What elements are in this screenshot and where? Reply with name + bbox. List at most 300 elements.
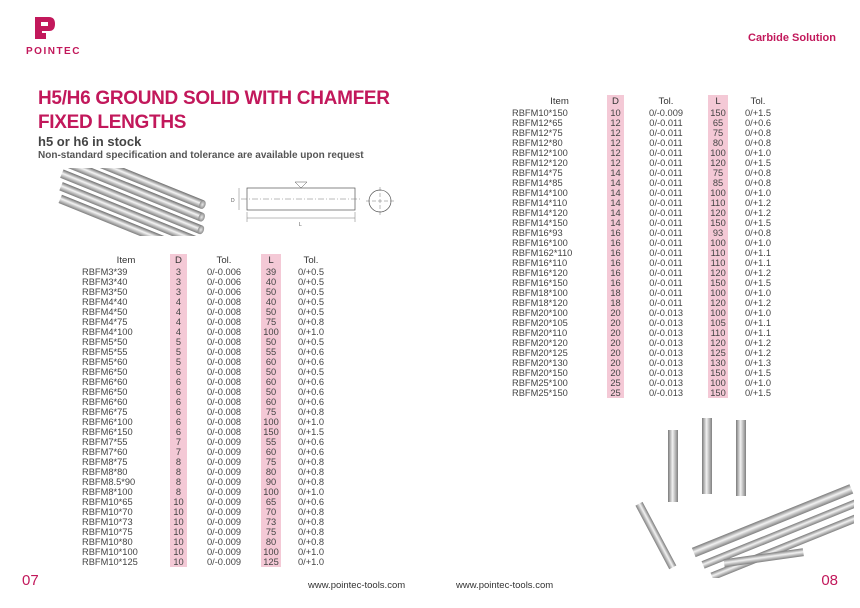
cell-l: 85 — [708, 178, 728, 188]
cell-l: 100 — [261, 547, 281, 557]
cell-tol-l: 0/+1.0 — [744, 308, 772, 318]
cell-l: 100 — [708, 148, 728, 158]
cell-l: 150 — [708, 218, 728, 228]
cell-d: 14 — [607, 168, 624, 178]
cell-item: RBFM18*120 — [512, 298, 568, 308]
cell-l: 75 — [261, 407, 281, 417]
cell-tol-d: 0/-0.009 — [206, 447, 242, 457]
cell-tol-l: 0/+0.8 — [297, 507, 325, 517]
cell-d: 20 — [607, 318, 624, 328]
table-row — [82, 347, 341, 357]
cell-tol-l: 0/+1.2 — [744, 298, 772, 308]
cell-d: 10 — [170, 547, 187, 557]
cell-tol-d: 0/-0.011 — [649, 188, 683, 198]
cell-l: 130 — [708, 358, 728, 368]
cell-tol-d: 0/-0.009 — [206, 517, 242, 527]
cell-l: 65 — [261, 497, 281, 507]
cell-item: RBFM20*110 — [512, 328, 568, 338]
cell-item: RBFM12*120 — [512, 158, 568, 168]
cell-tol-d: 0/-0.013 — [648, 358, 684, 368]
cell-d: 16 — [607, 228, 624, 238]
table-row — [82, 457, 341, 467]
cell-item: RBFM3*50 — [82, 287, 128, 297]
cell-l: 80 — [261, 467, 281, 477]
cell-tol-d: 0/-0.009 — [206, 497, 242, 507]
cell-tol-d: 0/-0.006 — [206, 277, 242, 287]
cell-l: 100 — [708, 238, 728, 248]
table-row — [82, 527, 341, 537]
cell-tol-l: 0/+1.0 — [744, 238, 772, 248]
cell-item: RBFM10*125 — [82, 557, 138, 567]
header-l: L — [261, 254, 281, 267]
cell-d: 10 — [170, 517, 187, 527]
cell-d: 3 — [170, 287, 187, 297]
header-l: L — [708, 95, 728, 108]
cell-l: 150 — [261, 427, 281, 437]
cell-d: 4 — [170, 297, 187, 307]
cell-d: 16 — [607, 248, 624, 258]
cell-tol-d: 0/-0.011 — [649, 278, 683, 288]
cell-l: 75 — [261, 457, 281, 467]
cell-item: RBFM10*70 — [82, 507, 133, 517]
cell-l: 120 — [708, 158, 728, 168]
cell-d: 20 — [607, 368, 624, 378]
table-header-row — [512, 95, 788, 108]
cell-d: 6 — [170, 417, 187, 427]
carbide-rods-image — [38, 168, 216, 236]
cell-tol-d: 0/-0.009 — [206, 467, 242, 477]
cell-l: 75 — [708, 128, 728, 138]
cell-tol-l: 0/+0.5 — [297, 297, 325, 307]
cell-item: RBFM14*110 — [512, 198, 568, 208]
cell-tol-l: 0/+0.5 — [297, 307, 325, 317]
cell-d: 5 — [170, 347, 187, 357]
cell-tol-d: 0/-0.011 — [649, 208, 683, 218]
header-item: Item — [116, 255, 136, 266]
header-tol-l: Tol. — [750, 96, 766, 107]
cell-tol-d: 0/-0.008 — [206, 357, 242, 367]
cell-tol-d: 0/-0.009 — [206, 527, 242, 537]
cell-l: 100 — [261, 487, 281, 497]
cell-d: 12 — [607, 128, 624, 138]
cell-tol-d: 0/-0.008 — [206, 297, 242, 307]
cell-item: RBFM14*120 — [512, 208, 568, 218]
cell-tol-d: 0/-0.011 — [649, 298, 683, 308]
cell-tol-l: 0/+0.6 — [297, 347, 325, 357]
cell-l: 93 — [708, 228, 728, 238]
cell-item: RBFM6*75 — [82, 407, 128, 417]
table-row — [512, 168, 788, 178]
table-row — [512, 148, 788, 158]
cell-item: RBFM10*65 — [82, 497, 133, 507]
cell-item: RBFM12*65 — [512, 118, 563, 128]
page-title-line2: FIXED LENGTHS — [38, 112, 187, 133]
cell-tol-l: 0/+0.8 — [297, 467, 325, 477]
cell-tol-d: 0/-0.013 — [648, 388, 684, 398]
table-row — [512, 328, 788, 338]
cell-tol-l: 0/+1.0 — [744, 188, 772, 198]
cell-tol-l: 0/+0.8 — [744, 128, 772, 138]
header-d: D — [607, 95, 624, 108]
cell-d: 6 — [170, 367, 187, 377]
cell-d: 20 — [607, 348, 624, 358]
cell-tol-l: 0/+0.8 — [297, 477, 325, 487]
cell-tol-d: 0/-0.008 — [206, 427, 242, 437]
cell-tol-d: 0/-0.009 — [206, 477, 242, 487]
table-row — [512, 218, 788, 228]
cell-l: 110 — [708, 198, 728, 208]
rod-technical-drawing — [225, 172, 405, 230]
cell-l: 110 — [708, 328, 728, 338]
cell-l: 150 — [708, 368, 728, 378]
cell-item: RBFM10*75 — [82, 527, 133, 537]
cell-tol-l: 0/+1.1 — [744, 258, 772, 268]
cell-tol-d: 0/-0.009 — [206, 547, 242, 557]
cell-tol-l: 0/+1.1 — [744, 248, 772, 258]
cell-l: 50 — [261, 337, 281, 347]
cell-tol-d: 0/-0.009 — [206, 537, 242, 547]
cell-tol-l: 0/+1.0 — [744, 148, 772, 158]
cell-d: 10 — [170, 537, 187, 547]
cell-tol-l: 0/+0.8 — [744, 168, 772, 178]
cell-item: RBFM12*100 — [512, 148, 568, 158]
cell-item: RBFM25*150 — [512, 388, 568, 398]
table-row — [82, 297, 341, 307]
cell-item: RBFM162*110 — [512, 248, 573, 258]
cell-l: 70 — [261, 507, 281, 517]
cell-tol-d: 0/-0.006 — [206, 267, 242, 277]
cell-l: 50 — [261, 367, 281, 377]
cell-d: 10 — [607, 108, 624, 118]
cell-l: 150 — [708, 388, 728, 398]
cell-item: RBFM10*100 — [82, 547, 138, 557]
cell-item: RBFM16*100 — [512, 238, 568, 248]
cell-l: 60 — [261, 357, 281, 367]
cell-tol-l: 0/+0.6 — [297, 387, 325, 397]
website-link-right[interactable]: www.pointec-tools.com — [456, 580, 554, 591]
cell-l: 100 — [708, 308, 728, 318]
cell-item: RBFM16*110 — [512, 258, 568, 268]
cell-item: RBFM8*75 — [82, 457, 128, 467]
cell-d: 10 — [170, 497, 187, 507]
cell-l: 73 — [261, 517, 281, 527]
cell-d: 8 — [170, 477, 187, 487]
cell-tol-d: 0/-0.013 — [648, 318, 684, 328]
cell-d: 8 — [170, 467, 187, 477]
cell-d: 7 — [170, 447, 187, 457]
table-row — [82, 387, 341, 397]
pointec-logo-icon — [33, 15, 57, 41]
page-note: Non-standard specification and tolerance are available upon request — [38, 150, 364, 161]
cell-item: RBFM5*55 — [82, 347, 128, 357]
cell-item: RBFM10*150 — [512, 108, 568, 118]
cell-item: RBFM12*80 — [512, 138, 563, 148]
cell-tol-l: 0/+1.0 — [744, 378, 772, 388]
header-tol-d: Tol. — [216, 255, 232, 266]
table-row — [512, 108, 788, 118]
table-row — [82, 507, 341, 517]
cell-d: 18 — [607, 288, 624, 298]
cell-l: 60 — [261, 377, 281, 387]
cell-d: 25 — [607, 378, 624, 388]
spec-table-right — [512, 95, 788, 398]
header-d: D — [170, 254, 187, 267]
table-row — [82, 267, 341, 277]
cell-tol-l: 0/+1.2 — [744, 198, 772, 208]
carbide-rods-assortment-image — [632, 412, 854, 578]
cell-item: RBFM6*50 — [82, 367, 128, 377]
cell-tol-d: 0/-0.008 — [206, 397, 242, 407]
cell-tol-d: 0/-0.013 — [648, 368, 684, 378]
table-row — [512, 228, 788, 238]
cell-tol-l: 0/+1.0 — [297, 417, 325, 427]
cell-d: 20 — [607, 358, 624, 368]
table-row — [512, 278, 788, 288]
table-row — [512, 248, 788, 258]
cell-d: 8 — [170, 487, 187, 497]
cell-tol-l: 0/+0.5 — [297, 287, 325, 297]
page-number-right: 08 — [821, 572, 838, 589]
cell-tol-d: 0/-0.011 — [649, 248, 683, 258]
cell-tol-l: 0/+1.0 — [297, 487, 325, 497]
cell-l: 125 — [708, 348, 728, 358]
cell-tol-d: 0/-0.008 — [206, 387, 242, 397]
cell-item: RBFM20*105 — [512, 318, 568, 328]
cell-tol-l: 0/+1.0 — [744, 288, 772, 298]
table-row — [512, 338, 788, 348]
cell-d: 16 — [607, 238, 624, 248]
cell-tol-d: 0/-0.011 — [649, 148, 683, 158]
cell-tol-l: 0/+0.8 — [297, 457, 325, 467]
cell-d: 6 — [170, 427, 187, 437]
cell-item: RBFM12*75 — [512, 128, 563, 138]
cell-d: 20 — [607, 338, 624, 348]
table-row — [82, 307, 341, 317]
table-row — [82, 407, 341, 417]
cell-tol-l: 0/+1.1 — [744, 328, 772, 338]
cell-item: RBFM16*150 — [512, 278, 568, 288]
cell-d: 14 — [607, 188, 624, 198]
cell-l: 80 — [708, 138, 728, 148]
header-tol-d: Tol. — [658, 96, 674, 107]
cell-tol-d: 0/-0.011 — [649, 168, 683, 178]
cell-tol-d: 0/-0.008 — [206, 407, 242, 417]
cell-l: 39 — [261, 267, 281, 277]
cell-tol-d: 0/-0.008 — [206, 367, 242, 377]
table-row — [512, 358, 788, 368]
cell-item: RBFM6*60 — [82, 377, 128, 387]
cell-item: RBFM8.5*90 — [82, 477, 136, 487]
cell-tol-d: 0/-0.008 — [206, 347, 242, 357]
table-row — [512, 118, 788, 128]
cell-item: RBFM10*80 — [82, 537, 133, 547]
cell-d: 10 — [170, 507, 187, 517]
cell-tol-d: 0/-0.011 — [649, 138, 683, 148]
cell-item: RBFM14*85 — [512, 178, 563, 188]
cell-d: 4 — [170, 317, 187, 327]
cell-tol-l: 0/+0.6 — [297, 497, 325, 507]
cell-d: 3 — [170, 267, 187, 277]
drawing-label-l: L — [299, 222, 302, 228]
cell-d: 6 — [170, 397, 187, 407]
cell-d: 10 — [170, 527, 187, 537]
table-row — [512, 348, 788, 358]
cell-d: 12 — [607, 138, 624, 148]
cell-l: 100 — [261, 327, 281, 337]
cell-tol-d: 0/-0.008 — [206, 307, 242, 317]
table-row — [82, 277, 341, 287]
cell-tol-d: 0/-0.013 — [648, 378, 684, 388]
cell-l: 150 — [708, 108, 728, 118]
cell-l: 40 — [261, 297, 281, 307]
cell-item: RBFM20*150 — [512, 368, 568, 378]
cell-tol-l: 0/+0.6 — [744, 118, 772, 128]
cell-d: 20 — [607, 328, 624, 338]
table-row — [512, 378, 788, 388]
page-title-line1: H5/H6 GROUND SOLID WITH CHAMFER — [38, 88, 390, 109]
cell-d: 20 — [607, 308, 624, 318]
cell-item: RBFM4*50 — [82, 307, 128, 317]
cell-tol-l: 0/+0.6 — [297, 377, 325, 387]
cell-l: 125 — [261, 557, 281, 567]
website-link-left[interactable]: www.pointec-tools.com — [308, 580, 406, 591]
cell-tol-l: 0/+1.5 — [744, 158, 772, 168]
cell-l: 100 — [708, 188, 728, 198]
table-row — [82, 497, 341, 507]
cell-item: RBFM14*150 — [512, 218, 568, 228]
cell-item: RBFM5*60 — [82, 357, 128, 367]
cell-tol-d: 0/-0.011 — [649, 288, 683, 298]
cell-l: 60 — [261, 447, 281, 457]
cell-item: RBFM4*100 — [82, 327, 133, 337]
cell-tol-l: 0/+1.5 — [744, 108, 772, 118]
cell-tol-d: 0/-0.008 — [206, 377, 242, 387]
drawing-label-d: D — [231, 198, 235, 204]
header-tol-l: Tol. — [303, 255, 319, 266]
table-row — [512, 198, 788, 208]
cell-d: 16 — [607, 278, 624, 288]
table-row — [512, 318, 788, 328]
cell-d: 14 — [607, 218, 624, 228]
cell-d: 6 — [170, 377, 187, 387]
cell-d: 12 — [607, 158, 624, 168]
cell-tol-l: 0/+1.2 — [744, 268, 772, 278]
table-row — [82, 287, 341, 297]
table-row — [512, 298, 788, 308]
cell-d: 14 — [607, 198, 624, 208]
cell-tol-l: 0/+1.5 — [744, 218, 772, 228]
cell-tol-d: 0/-0.011 — [649, 238, 683, 248]
cell-item: RBFM20*130 — [512, 358, 568, 368]
table-row — [512, 288, 788, 298]
cell-tol-d: 0/-0.008 — [206, 337, 242, 347]
cell-d: 4 — [170, 307, 187, 317]
cell-d: 12 — [607, 148, 624, 158]
cell-l: 110 — [708, 248, 728, 258]
table-row — [82, 517, 341, 527]
table-row — [512, 178, 788, 188]
cell-d: 5 — [170, 337, 187, 347]
cell-tol-l: 0/+0.8 — [297, 317, 325, 327]
cell-l: 100 — [708, 378, 728, 388]
cell-tol-d: 0/-0.009 — [206, 437, 242, 447]
cell-item: RBFM4*40 — [82, 297, 128, 307]
cell-tol-l: 0/+1.0 — [297, 557, 325, 567]
table-row — [512, 188, 788, 198]
table-row — [82, 437, 341, 447]
page-number-left: 07 — [22, 572, 39, 589]
cell-tol-l: 0/+0.6 — [297, 437, 325, 447]
cell-tol-l: 0/+1.5 — [744, 388, 772, 398]
table-row — [512, 258, 788, 268]
table-row — [512, 238, 788, 248]
table-row — [82, 467, 341, 477]
cell-tol-d: 0/-0.011 — [649, 178, 683, 188]
cell-d: 10 — [170, 557, 187, 567]
cell-tol-d: 0/-0.009 — [206, 557, 242, 567]
cell-l: 50 — [261, 287, 281, 297]
header-item: Item — [550, 96, 569, 107]
cell-tol-l: 0/+1.2 — [744, 348, 772, 358]
cell-item: RBFM10*73 — [82, 517, 133, 527]
cell-item: RBFM8*80 — [82, 467, 128, 477]
table-row — [512, 158, 788, 168]
cell-d: 12 — [607, 118, 624, 128]
table-row — [82, 367, 341, 377]
cell-l: 120 — [708, 298, 728, 308]
cell-d: 8 — [170, 457, 187, 467]
table-row — [82, 317, 341, 327]
cell-tol-d: 0/-0.009 — [648, 108, 684, 118]
cell-tol-d: 0/-0.013 — [648, 338, 684, 348]
cell-tol-l: 0/+0.5 — [297, 277, 325, 287]
cell-l: 120 — [708, 338, 728, 348]
cell-l: 75 — [708, 168, 728, 178]
table-row — [82, 447, 341, 457]
cell-d: 14 — [607, 208, 624, 218]
table-row — [82, 337, 341, 347]
cell-item: RBFM20*100 — [512, 308, 568, 318]
cell-d: 4 — [170, 327, 187, 337]
cell-l: 120 — [708, 208, 728, 218]
logo-text: POINTEC — [26, 46, 81, 57]
cell-tol-d: 0/-0.013 — [648, 328, 684, 338]
cell-item: RBFM3*39 — [82, 267, 128, 277]
cell-tol-l: 0/+0.8 — [297, 527, 325, 537]
cell-d: 16 — [607, 268, 624, 278]
cell-tol-d: 0/-0.011 — [649, 118, 683, 128]
cell-tol-d: 0/-0.013 — [648, 348, 684, 358]
cell-item: RBFM6*100 — [82, 417, 133, 427]
cell-tol-d: 0/-0.008 — [206, 317, 242, 327]
cell-l: 50 — [261, 387, 281, 397]
cell-tol-l: 0/+1.5 — [297, 427, 325, 437]
cell-tol-l: 0/+0.8 — [297, 517, 325, 527]
cell-item: RBFM16*93 — [512, 228, 563, 238]
cell-tol-l: 0/+1.1 — [744, 318, 772, 328]
cell-item: RBFM8*100 — [82, 487, 133, 497]
cell-item: RBFM6*150 — [82, 427, 133, 437]
cell-l: 40 — [261, 277, 281, 287]
cell-tol-l: 0/+0.5 — [297, 367, 325, 377]
cell-item: RBFM5*50 — [82, 337, 128, 347]
cell-tol-l: 0/+0.6 — [297, 357, 325, 367]
cell-tol-l: 0/+1.2 — [744, 208, 772, 218]
cell-tol-l: 0/+1.3 — [744, 358, 772, 368]
cell-l: 55 — [261, 437, 281, 447]
cell-l: 75 — [261, 527, 281, 537]
cell-d: 6 — [170, 387, 187, 397]
